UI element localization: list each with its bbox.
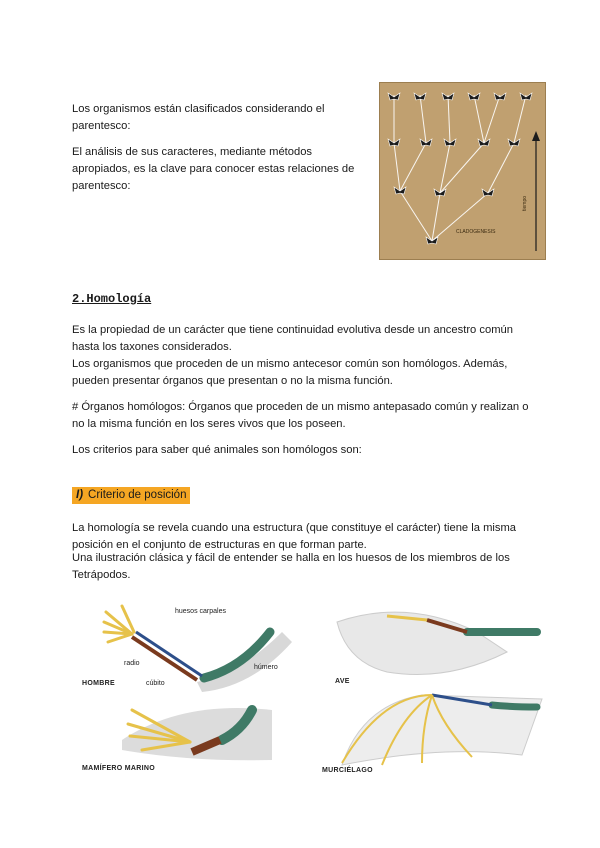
criterion-heading bbox=[72, 487, 190, 504]
bat-wing-illustration bbox=[322, 685, 562, 770]
label-ave: AVE bbox=[335, 678, 350, 685]
human-arm-illustration bbox=[92, 602, 292, 692]
marine-mammal-illustration bbox=[102, 700, 282, 770]
phylogeny-diagram bbox=[380, 83, 545, 259]
cladogenesis-label: CLADOGENESIS bbox=[456, 229, 496, 235]
limbs-figure bbox=[72, 600, 562, 790]
intro-paragraph-2: El análisis de sus caracteres, mediante métodos apropiados, es la clave para conocer estas relaciones de parentesco: bbox=[72, 146, 355, 192]
section-paragraph-3: # Órganos homólogos: Órganos que proceden de un mismo antepasado común y realizan o no la misma función en los seres vivos que los poseen. bbox=[72, 401, 529, 430]
phylogeny-figure bbox=[379, 82, 546, 260]
section-paragraph-1: Es la propiedad de un carácter que tiene continuidad evolutiva desde un ancestro común hasta los taxones considerados. bbox=[72, 324, 513, 353]
label-cubito: cúbito bbox=[146, 680, 165, 687]
body-paragraph-1: La homología se revela cuando una estructura (que constituye el carácter) tiene la misma posición en el conjunto de estructuras en que forman parte. bbox=[72, 522, 517, 551]
label-murcielago: MURCIÉLAGO bbox=[322, 767, 373, 774]
criterion-label: Criterio de posición bbox=[88, 489, 187, 501]
intro-paragraph-1: Los organismos están clasificados considerando el parentesco: bbox=[72, 103, 325, 132]
label-hombre: HOMBRE bbox=[82, 680, 115, 687]
body-paragraph-2: Una ilustración clásica y fácil de entender se halla en los huesos de los miembros de los Tetrápodos. bbox=[72, 552, 510, 581]
label-radio: radio bbox=[124, 660, 140, 667]
label-mamifero-marino: MAMÍFERO MARINO bbox=[82, 765, 155, 772]
label-huesos-carpales: huesos carpales bbox=[175, 608, 226, 615]
section-paragraph-2: Los organismos que proceden de un mismo antecesor común son homólogos. Además, pueden presentar órganos que presentan o no la misma función. bbox=[72, 358, 508, 387]
section-paragraph-4: Los criterios para saber qué animales son homólogos son: bbox=[72, 444, 362, 456]
criterion-number: I) bbox=[76, 489, 84, 501]
section-heading: 2.Homología bbox=[72, 292, 152, 306]
bird-wing-illustration bbox=[327, 602, 557, 682]
label-humero: húmero bbox=[254, 664, 278, 671]
time-axis-label: tiempo bbox=[522, 195, 528, 211]
